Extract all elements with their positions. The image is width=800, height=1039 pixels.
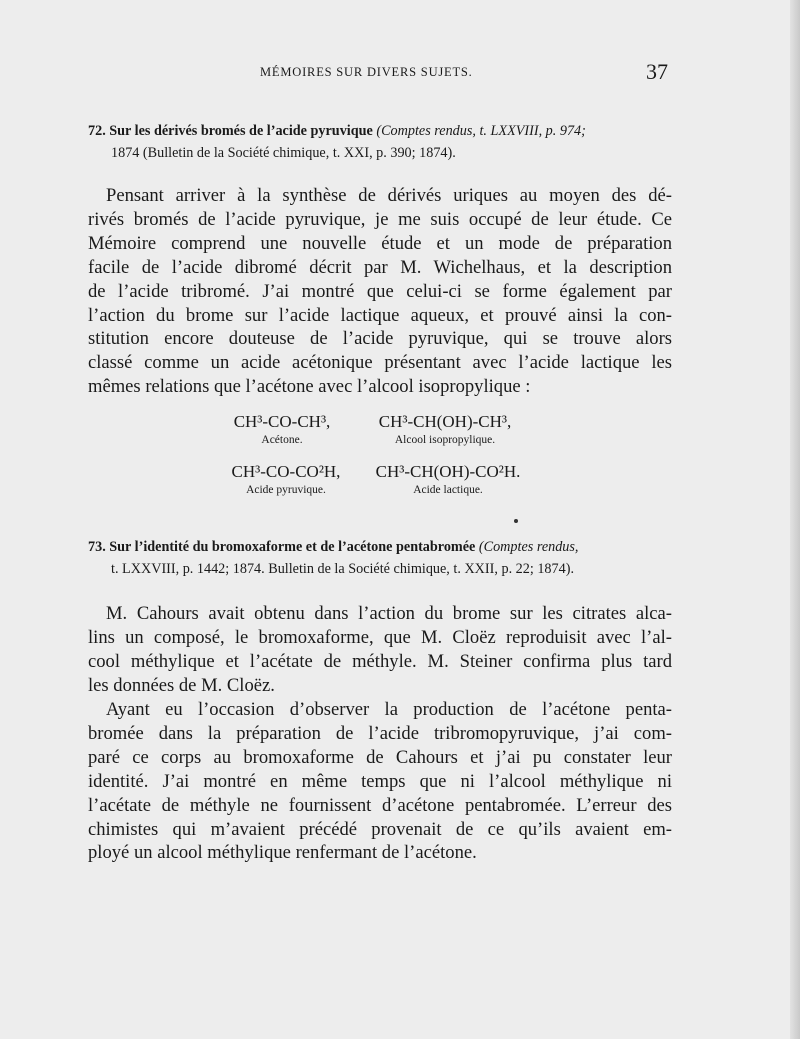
text-line: de l’acide tribromé. J’ai montré que celui-ci se forme également par	[88, 280, 672, 302]
text-line: bromée dans la préparation de l’acide tribromopyruvique, j’ai com-	[88, 722, 672, 744]
entry-73-title: Sur l’identité du bromoxaforme et de l’acétone pentabromée	[109, 539, 476, 555]
page-number: 37	[646, 59, 668, 84]
text-line: rivés bromés de l’acide pyruvique, je me suis occupé de leur étude. Ce	[88, 208, 672, 230]
text-line: paré ce corps au bromoxaforme de Cahours et j’ai pu constater leur	[88, 746, 672, 768]
formula-caption: Acétone.	[261, 434, 303, 446]
text-line: Pensant arriver à la synthèse de dérivés uriques au moyen des dé-	[106, 185, 672, 206]
text-line: lins un composé, le bromoxaforme, que M. Cloëz reproduisit avec l’al-	[88, 626, 672, 648]
entry-73-number: 73.	[88, 539, 106, 555]
entry-73-ref-line1: (Comptes rendus,	[478, 539, 579, 555]
formula-text: CH³-CH(OH)-CH³,	[378, 412, 512, 431]
entry-72-ref-line1: (Comptes rendus, t. LXXVIII, p. 974;	[376, 123, 586, 139]
formula-text: CH³-CH(OH)-CO²H.	[375, 462, 521, 481]
formula-pyruvic-acid	[222, 462, 350, 496]
text-line: l’action du brome sur l’acide lactique aqueux, et prouvé ainsi la con-	[88, 304, 672, 326]
formula-caption: Alcool isopropylique.	[394, 434, 496, 446]
paragraph-3	[88, 698, 672, 865]
text-line: l’acétate de méthyle ne fournissent d’acétone pentabromée. L’erreur des	[88, 794, 672, 816]
formula-caption: Acide pyruvique.	[246, 484, 326, 496]
paragraph-1	[88, 184, 672, 399]
text-line: ployé un alcool méthylique renfermant de l’acétone.	[88, 842, 477, 864]
running-title: MÉMOIRES SUR DIVERS SUJETS.	[260, 65, 473, 79]
entry-72-title: Sur les dérivés bromés de l’acide pyruvique	[109, 123, 373, 139]
text-line: chimistes qui m’avaient précédé provenait de ce qu’ils avaient em-	[88, 818, 672, 840]
text-line: mêmes relations que l’acétone avec l’alcool isopropylique :	[88, 376, 531, 398]
ink-speck	[514, 519, 518, 523]
text-line: identité. J’ai montré en même temps que ni l’alcool méthylique ni	[88, 770, 672, 792]
text-line: les données de M. Cloëz.	[88, 674, 275, 696]
formula-lactic-acid	[362, 462, 534, 496]
text-line: stitution encore douteuse de l’acide pyruvique, qui se trouve alors	[88, 328, 672, 350]
text-line: cool méthylique et l’acétate de méthyle. M. Steiner confirma plus tard	[88, 650, 672, 672]
text-line: classé comme un acide acétonique présentant avec l’acide lactique les	[88, 352, 672, 374]
text-line: Mémoire comprend une nouvelle étude et un mode de préparation	[88, 232, 672, 254]
page-header	[88, 59, 668, 86]
formula-caption: Acide lactique.	[413, 484, 483, 496]
paragraph-2	[88, 602, 672, 698]
text-line: facile de l’acide dibromé décrit par M. Wichelhaus, et la description	[88, 256, 672, 278]
text-line: M. Cahours avait obtenu dans l’action du brome sur les citrates alca-	[106, 603, 672, 624]
entry-72-heading	[88, 120, 672, 164]
entry-72-number: 72.	[88, 123, 106, 139]
formula-text: CH³-CO-CH³,	[233, 412, 331, 431]
page-edge	[790, 0, 800, 1039]
formula-acetone	[222, 412, 342, 446]
formula-text: CH³-CO-CO²H,	[231, 462, 341, 481]
entry-73-heading	[88, 536, 672, 580]
entry-72-ref-line2: 1874 (Bulletin de la Société chimique, t. XXI, p. 390; 1874).	[111, 145, 456, 161]
entry-73-ref-line2: t. LXXVIII, p. 1442; 1874. Bulletin de la Société chimique, t. XXII, p. 22; 1874).	[111, 561, 574, 577]
text-line: Ayant eu l’occasion d’observer la production de l’acétone penta-	[106, 699, 672, 720]
formula-isopropanol	[360, 412, 530, 446]
